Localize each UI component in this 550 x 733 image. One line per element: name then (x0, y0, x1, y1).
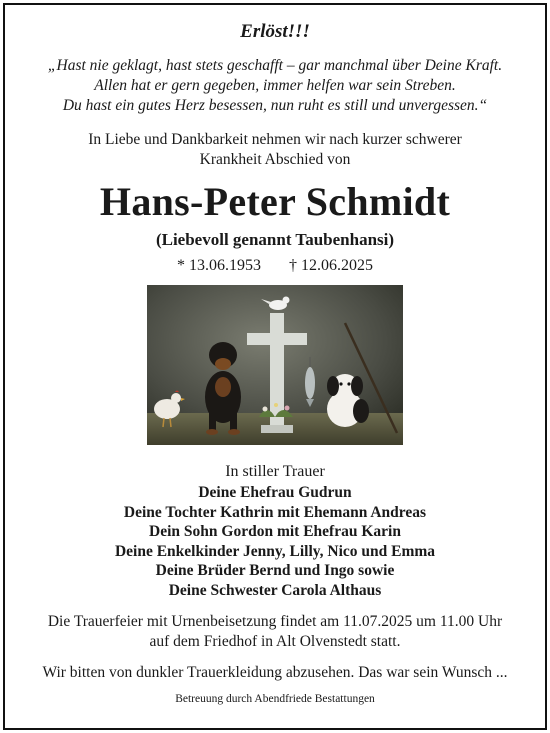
intro-text (0, 130, 550, 170)
mourner-line: Deine Enkelkinder Jenny, Lilly, Nico und Emma (114, 542, 436, 560)
mourner-line: Deine Tochter Kathrin mit Ehemann Andreas (123, 503, 427, 521)
dog-rottweiler-icon (205, 342, 241, 435)
intro-line: Krankheit Abschied von (199, 151, 351, 168)
clothing-request: Wir bitten von dunkler Trauerkleidung abzusehen. Das war sein Wunsch ... (42, 664, 508, 681)
mourner-line: Dein Sohn Gordon mit Ehefrau Karin (149, 523, 401, 540)
mourning-heading: In stiller Trauer (225, 463, 325, 480)
birth-date: * 13.06.1953 (177, 257, 261, 274)
mourner-line: Deine Brüder Bernd und Ingo sowie (155, 562, 395, 579)
poem-line: „Hast nie geklagt, hast stets geschafft – gar manchmal über Deine Kraft. (47, 57, 503, 74)
death-date: † 12.06.2025 (289, 257, 373, 274)
service-line: Die Trauerfeier mit Urnenbeisetzung findet am 11.07.2025 um 11.00 Uhr (47, 613, 503, 630)
service-line: auf dem Friedhof in Alt Olvenstedt statt. (149, 633, 401, 650)
deceased-name: Hans-Peter Schmidt (99, 179, 451, 224)
life-dates (0, 257, 550, 275)
funeral-service-info (0, 612, 550, 652)
nickname: (Liebevoll genannt Taubenhansi) (155, 230, 395, 249)
mourner-line: Deine Ehefrau Gudrun (198, 484, 352, 501)
mourners-list (0, 483, 550, 600)
poem (0, 56, 550, 116)
intro-line: In Liebe und Dankbarkeit nehmen wir nach kurzer schwerer (88, 131, 462, 148)
poem-line: Allen hat er gern gegeben, immer helfen war sein Streben. (94, 77, 456, 94)
undertaker-credit: Betreuung durch Abendfriede Bestattungen (175, 693, 375, 705)
poem-line: Du hast ein gutes Herz besessen, nun ruht es still und unvergessen.“ (62, 97, 488, 114)
memorial-photo (147, 285, 403, 445)
mourner-line: Deine Schwester Carola Althaus (168, 581, 382, 599)
headline: Erlöst!!! (240, 21, 310, 42)
